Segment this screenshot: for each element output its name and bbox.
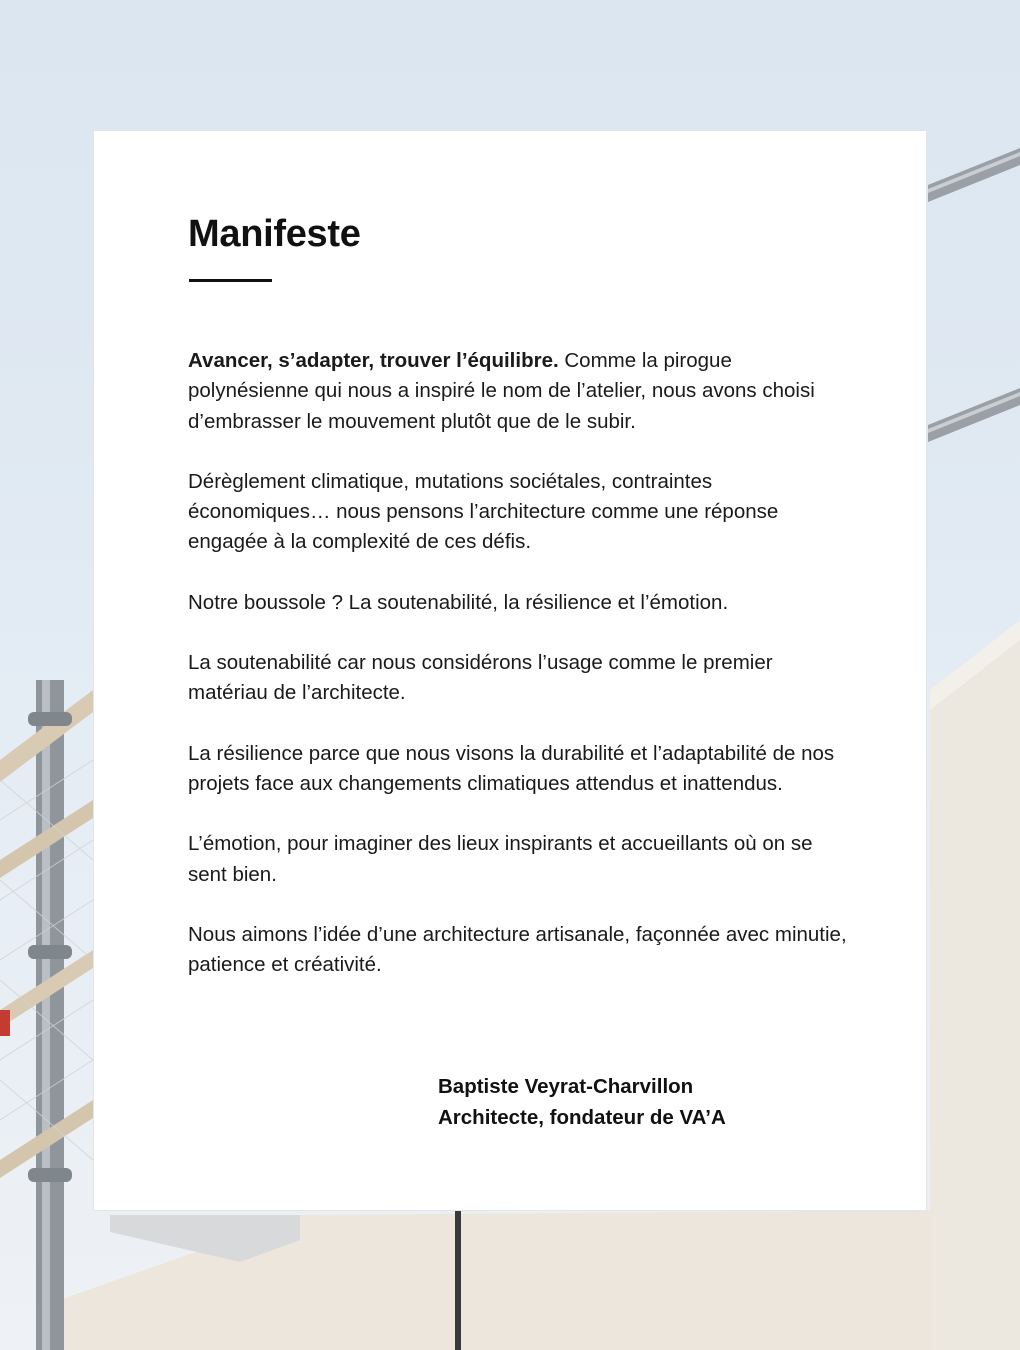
paragraph-sustainability: La soutenabilité car nous considérons l’usage comme le premier matériau de l’architecte. [188, 651, 773, 705]
signature-name: Baptiste Veyrat-Charvillon [438, 1075, 694, 1098]
paragraph-challenges: Dérèglement climatique, mutations sociétales, contraintes économiques… nous pensons l’architecture comme une réponse engagée à la complexité de ces défis. [188, 469, 779, 554]
intro-rest: Comme la pirogue polynésienne qui nous a inspiré le nom de l’atelier, nous avons choisi d’embrasser le mouvement plutôt que de le subir. [188, 349, 815, 433]
signature [438, 1072, 726, 1133]
intro-paragraph [188, 346, 848, 437]
page-title: Manifeste [188, 213, 361, 255]
intro-lead: Avancer, s’adapter, trouver l’équilibre. [188, 349, 559, 372]
paragraph-craft: Nous aimons l’idée d’une architecture artisanale, façonnée avec minutie, patience et créativité. [188, 922, 847, 977]
paragraph-resilience: La résilience parce que nous visons la durabilité et l’adaptabilité de nos projets face aux changements climatiques attendus et inattendus. [188, 741, 835, 795]
paragraph-emotion: L’émotion, pour imaginer des lieux inspirants et accueillants où on se sent bien. [188, 832, 813, 886]
manifesto-card [93, 130, 927, 1211]
manifesto-body [188, 346, 848, 1010]
paragraph-compass: Notre boussole ? La soutenabilité, la résilience et l’émotion. [188, 590, 729, 614]
signature-role: Architecte, fondateur de VA’A [438, 1105, 726, 1129]
title-underline [189, 279, 272, 282]
